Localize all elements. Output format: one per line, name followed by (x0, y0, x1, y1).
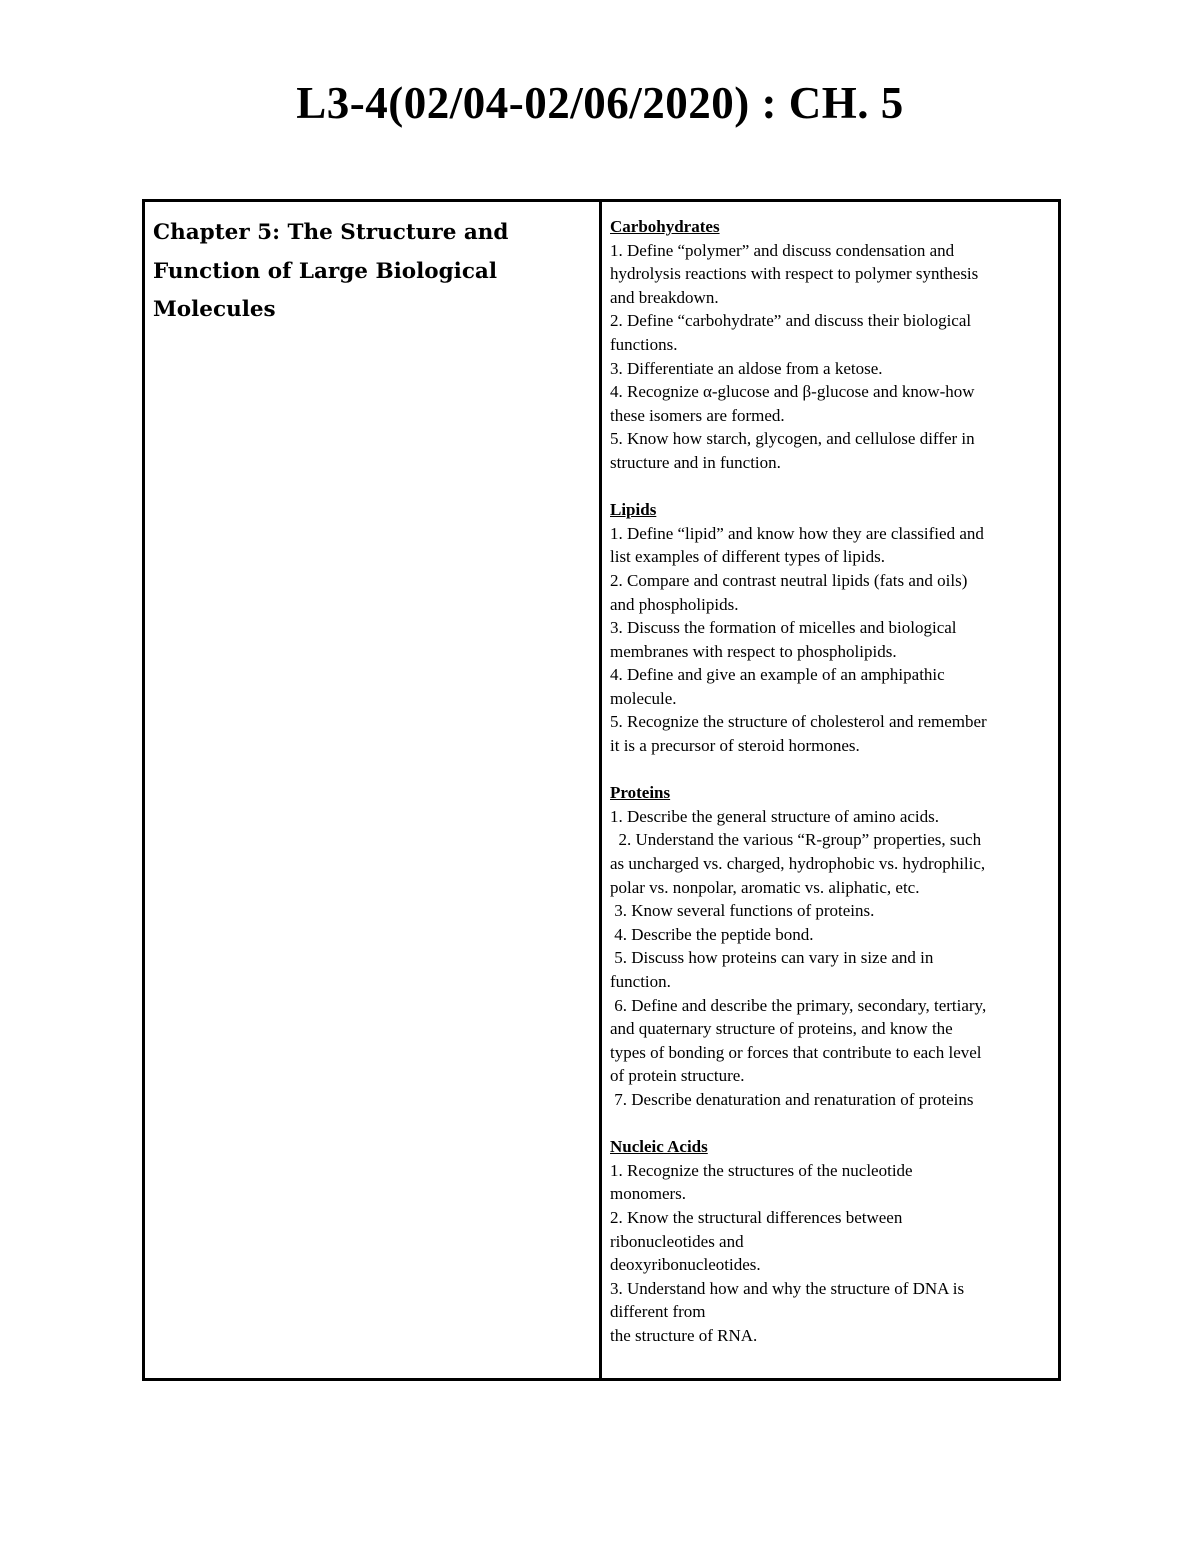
objective-line: functions. (610, 334, 678, 354)
objective-line: 5. Discuss how proteins can vary in size and in (610, 948, 934, 968)
objective-line: 5. Recognize the structure of cholesterol and remember (610, 712, 987, 732)
section-lipids (610, 498, 1052, 758)
objective-line: polar vs. nonpolar, aromatic vs. aliphatic, etc. (610, 877, 920, 897)
objective-line: types of bonding or forces that contribute to each level (610, 1042, 982, 1062)
section-heading: Lipids (610, 500, 657, 520)
objectives-table (142, 199, 1061, 1381)
section-heading: Nucleic Acids (610, 1137, 708, 1157)
objective-line: 6. Define and describe the primary, secondary, tertiary, (610, 995, 987, 1015)
objective-line: membranes with respect to phospholipids. (610, 641, 897, 661)
objective-line: structure and in function. (610, 452, 781, 472)
objective-line: it is a precursor of steroid hormones. (610, 736, 860, 756)
section-nucleic-acids (610, 1135, 1052, 1347)
objective-line: and phospholipids. (610, 594, 739, 614)
objective-line: list examples of different types of lipids. (610, 547, 885, 567)
objective-line: 2. Compare and contrast neutral lipids (fats and oils) (610, 570, 968, 590)
objective-line: function. (610, 972, 671, 991)
objective-line: deoxyribonucleotides. (610, 1255, 761, 1275)
section-heading: Proteins (610, 783, 671, 803)
objective-line: 7. Describe denaturation and renaturation of proteins (610, 1089, 974, 1109)
objective-line: 5. Know how starch, glycogen, and cellulose differ in (610, 429, 975, 449)
objective-line: these isomers are formed. (610, 405, 785, 425)
objective-line: 2. Define “carbohydrate” and discuss their biological (610, 311, 972, 331)
objective-line: 1. Define “polymer” and discuss condensation and (610, 240, 955, 260)
objective-line: as uncharged vs. charged, hydrophobic vs. hydrophilic, (610, 854, 986, 874)
objective-line: 2. Know the structural differences between (610, 1207, 903, 1227)
objective-line: 3. Understand how and why the structure of DNA is (610, 1278, 965, 1298)
section-carbohydrates (610, 215, 1052, 475)
chapter-cell (145, 202, 602, 1378)
chapter-heading-line: Molecules (153, 297, 276, 322)
objective-line: and quaternary structure of proteins, and know the (610, 1019, 953, 1039)
objective-line: 1. Describe the general structure of amino acids. (610, 806, 940, 826)
document-title: L3-4(02/04-02/06/2020) : CH. 5 (296, 78, 904, 128)
objective-line: the structure of RNA. (610, 1325, 758, 1345)
objective-line: and breakdown. (610, 287, 719, 307)
objective-line: 3. Discuss the formation of micelles and biological (610, 618, 957, 638)
objective-line: 3. Differentiate an aldose from a ketose. (610, 358, 883, 378)
objective-line: 2. Understand the various “R-group” properties, such (610, 830, 982, 850)
section-heading: Carbohydrates (610, 217, 720, 236)
section-proteins (610, 781, 1052, 1111)
objective-line: 4. Recognize α-glucose and β-glucose and know-how (610, 382, 975, 402)
objective-line: monomers. (610, 1184, 687, 1204)
objective-line: 1. Define “lipid” and know how they are classified and (610, 523, 984, 543)
objective-line: different from (610, 1302, 706, 1322)
objectives-cell (602, 202, 1058, 1378)
objective-line: hydrolysis reactions with respect to polymer synthesis (610, 264, 979, 284)
objective-line: of protein structure. (610, 1066, 745, 1086)
chapter-heading-line: Function of Large Biological (153, 258, 498, 284)
chapter-heading (153, 214, 593, 330)
objective-line: 3. Know several functions of proteins. (610, 901, 875, 921)
objective-line: 1. Recognize the structures of the nucleotide (610, 1160, 913, 1180)
objective-line: 4. Define and give an example of an amphipathic (610, 665, 945, 685)
objective-line: 4. Describe the peptide bond. (610, 924, 814, 944)
objective-line: ribonucleotides and (610, 1231, 744, 1251)
chapter-heading-line: Chapter 5: The Structure and (153, 220, 509, 245)
objective-line: molecule. (610, 688, 677, 708)
